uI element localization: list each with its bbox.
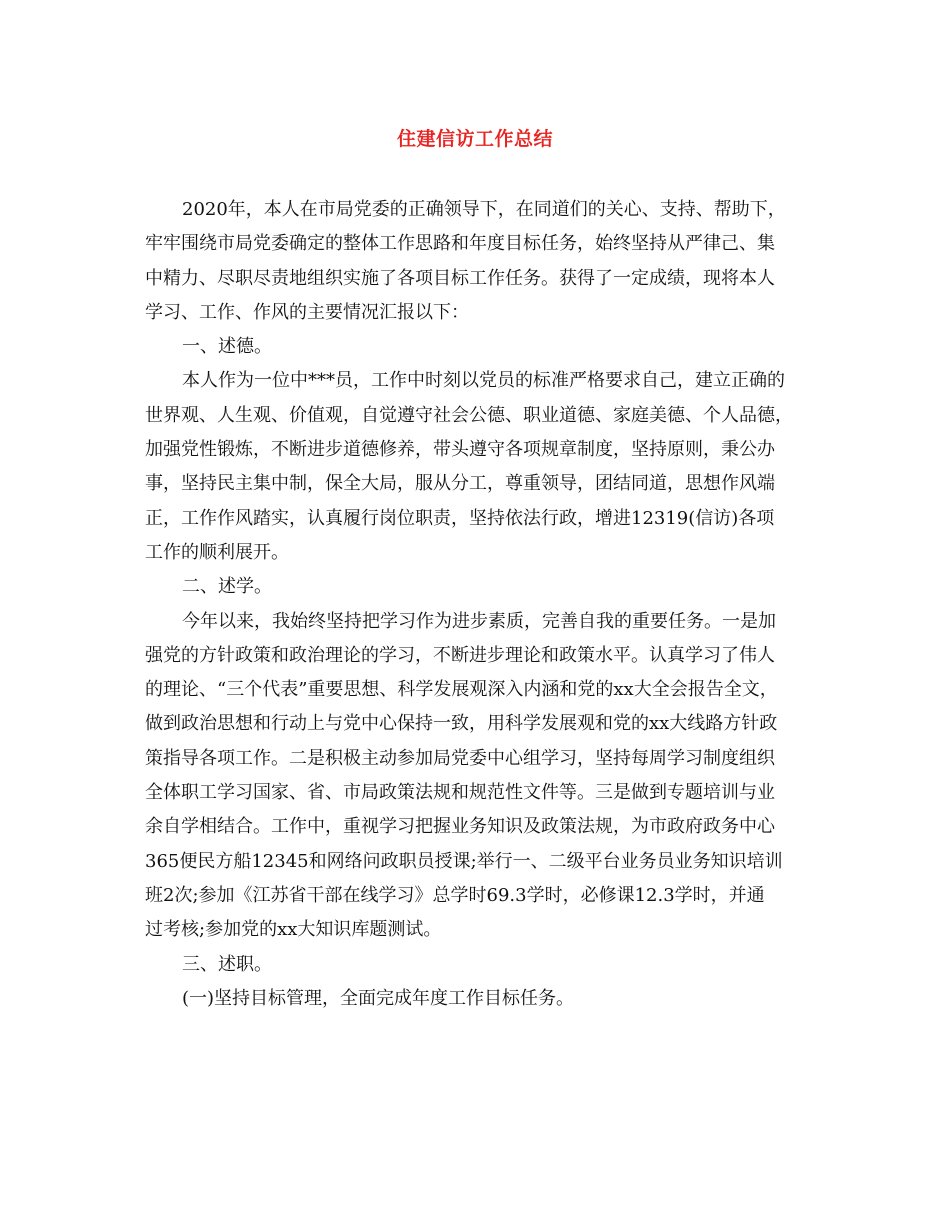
document-title: 住建信访工作总结: [396, 128, 553, 150]
paragraph-line: 加强党性锻炼，不断进步道德修养，带头遵守各项规章制度，坚持原则，秉公办: [145, 439, 775, 461]
paragraph-line: 强党的方针政策和政治理论的学习，不断进步理论和政策水平。认真学习了伟人: [145, 644, 775, 666]
paragraph-line: 2020年，本人在市局党委的正确领导下，在同道们的关心、支持、帮助下，: [182, 199, 786, 220]
paragraph-line: 365便民方船12345和网络问政职员授课;举行一、二级平台业务员业务知识培训: [145, 850, 783, 872]
paragraph-line: 三、述职。: [182, 953, 272, 975]
paragraph-line: 策指导各项工作。二是积极主动参加局党委中心组学习，坚持每周学习制度组织: [145, 747, 775, 769]
paragraph-line: 班2次;参加《江苏省干部在线学习》总学时69.3学时，必修课12.3学时，并通: [145, 884, 765, 906]
paragraph-line: 工作的顺利展开。: [145, 541, 289, 563]
paragraph-line: 今年以来，我始终坚持把学习作为进步素质，完善自我的重要任务。一是加: [182, 610, 776, 632]
document-body: [145, 193, 815, 1016]
paragraph-line: 做到政治思想和行动上与党中心保持一致，用科学发展观和党的xx大线路方针政: [145, 713, 778, 735]
paragraph-line: (一)坚持目标管理，全面完成年度工作目标任务。: [182, 987, 575, 1009]
paragraph-line: 学习、工作、作风的主要情况汇报以下：: [145, 301, 469, 323]
paragraph-line: 全体职工学习国家、省、市局政策法规和规范性文件等。三是做到专题培训与业: [145, 782, 775, 804]
paragraph-line: 二、述学。: [182, 576, 272, 598]
paragraph-line: 过考核;参加党的xx大知识库题测试。: [145, 919, 442, 941]
paragraph-line: 牢牢围绕市局党委确定的整体工作思路和年度目标任务，始终坚持从严律己、集: [145, 233, 775, 255]
paragraph-line: 余自学相结合。工作中，重视学习把握业务知识及政策法规，为市政府政务中心: [145, 816, 775, 838]
paragraph-line: 中精力、尽职尽责地组织实施了各项目标工作任务。获得了一定成绩，现将本人: [145, 267, 775, 289]
paragraph-line: 世界观、人生观、价值观，自觉遵守社会公德、职业道德、家庭美德、个人品德，: [145, 404, 793, 426]
paragraph-line: 一、述德。: [182, 336, 272, 358]
paragraph-line: 正，工作作风踏实，认真履行岗位职责，坚持依法行政，增进12319(信访)各项: [145, 507, 775, 529]
paragraph-line: 本人作为一位中***员，工作中时刻以党员的标准严格要求自己，建立正确的: [182, 370, 785, 392]
paragraph-line: 事，坚持民主集中制，保全大局，服从分工，尊重领导，团结同道，思想作风端: [145, 473, 775, 495]
paragraph-line: 的理论、“三个代表”重要思想、科学发展观深入内涵和党的xx大全会报告全文，: [145, 679, 778, 701]
